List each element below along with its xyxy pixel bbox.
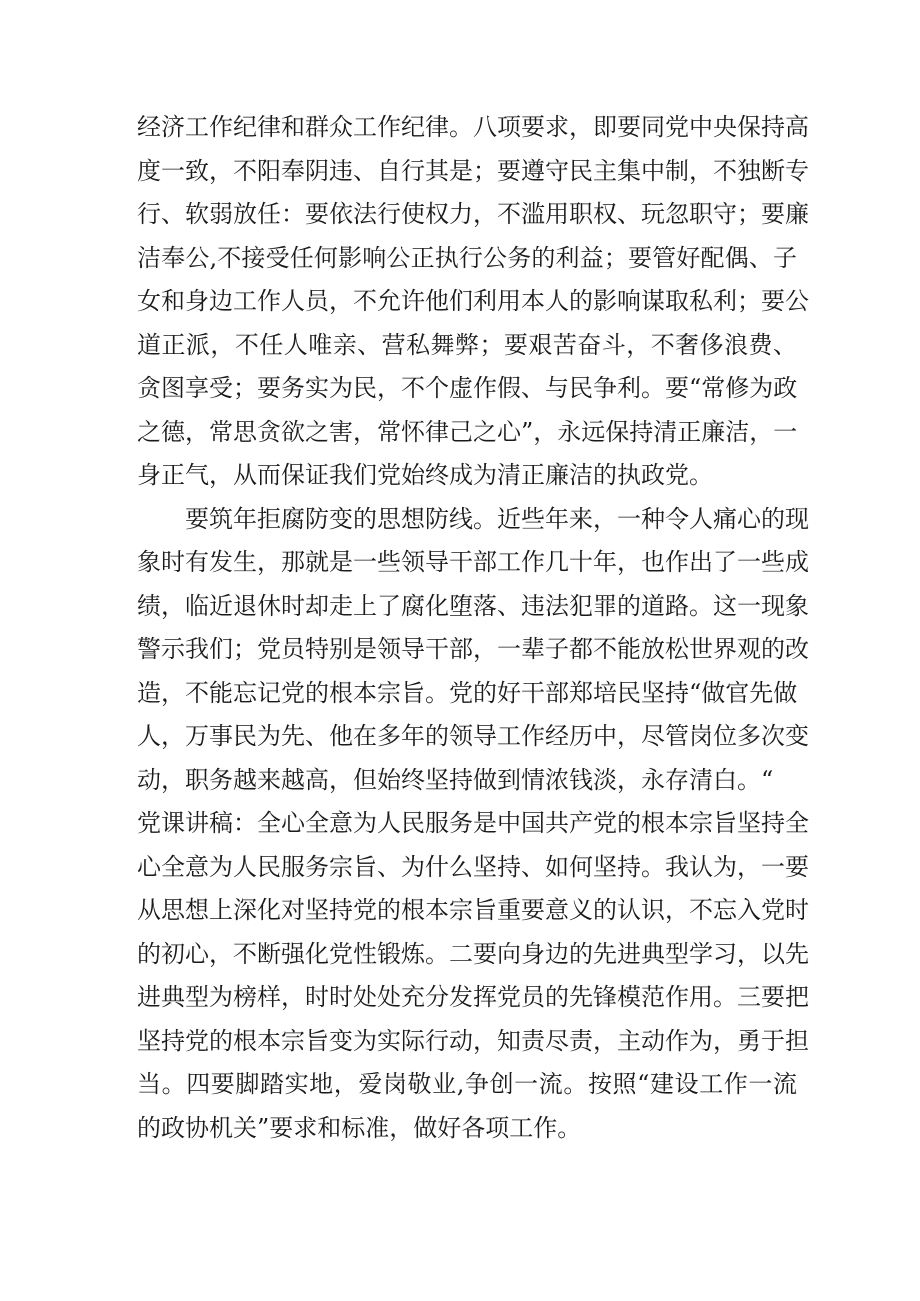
text-line: 经济工作纪律和群众工作纪律。八项要求，即要同党中央保持高 — [137, 113, 809, 141]
text-line: 度一致，不阳奉阴违、自行其是；要遵守民主集中制，不独断专 — [137, 156, 809, 185]
text-line: 道正派，不任人唯亲、营私舞弊；要艰苦奋斗，不奢侈浪费、 — [137, 330, 797, 359]
paragraph-end-line: 的政协机关”要求和标准，做好各项工作。 — [137, 1113, 582, 1142]
text-line: 女和身边工作人员，不允许他们利用本人的影响谋取私利；要公 — [137, 287, 809, 315]
text-line: 象时有发生，那就是一些领导干部工作几十年，也作出了一些成 — [137, 548, 809, 576]
paragraph-end-line: 身正气，从而保证我们党始终成为清正廉洁的执政党。 — [137, 461, 713, 489]
text-line: 当。四要脚踏实地，爱岗敬业,争创一流。按照“建设工作一流 — [137, 1070, 797, 1098]
text-line: 贪图享受；要务实为民，不个虚作假、与民争利。要“常修为政 — [137, 374, 798, 402]
text-line: 进典型为榜样，时时处处充分发挥党员的先锋模范作用。三要把 — [137, 983, 809, 1011]
text-line: 心全意为人民服务宗旨、为什么坚持、如何坚持。我认为，一要 — [137, 852, 809, 881]
text-line: 行、软弱放任：要依法行使权力，不滥用职权、玩忽职守；要廉 — [137, 200, 809, 228]
text-line: 的初心，不断强化党性锻炼。二要向身边的先进典型学习，以先 — [137, 939, 809, 968]
body-text — [137, 106, 809, 1150]
text-line: 人，万事民为先、他在多年的领导工作经历中，尽管岗位多次变 — [137, 722, 809, 750]
text-line: 之德，常思贪欲之害，常怀律己之心”，永远保持清正廉洁，一 — [137, 417, 798, 446]
text-line: 警示我们；党员特别是领导干部，一辈子都不能放松世界观的改 — [137, 635, 809, 663]
text-line: 动，职务越来越高，但始终坚持做到情浓钱淡，永存清白。“ — [137, 765, 774, 794]
text-line: 要筑年拒腐防变的思想防线。近些年来，一种令人痛心的现 — [137, 504, 809, 533]
text-line: 绩，临近退休时却走上了腐化堕落、违法犯罪的道路。这一现象 — [137, 591, 809, 620]
text-line: 坚持党的根本宗旨变为实际行动，知责尽责，主动作为，勇于担 — [137, 1026, 809, 1055]
text-line: 党课讲稿：全心全意为人民服务是中国共产党的根本宗旨坚持全 — [137, 809, 809, 837]
text-line: 洁奉公,不接受任何影响公正执行公务的利益；要管好配偶、子 — [137, 243, 797, 272]
text-line: 从思想上深化对坚持党的根本宗旨重要意义的认识，不忘入党时 — [137, 896, 809, 924]
text-line: 造，不能忘记党的根本宗旨。党的好干部郑培民坚持“做官先做 — [137, 678, 798, 707]
